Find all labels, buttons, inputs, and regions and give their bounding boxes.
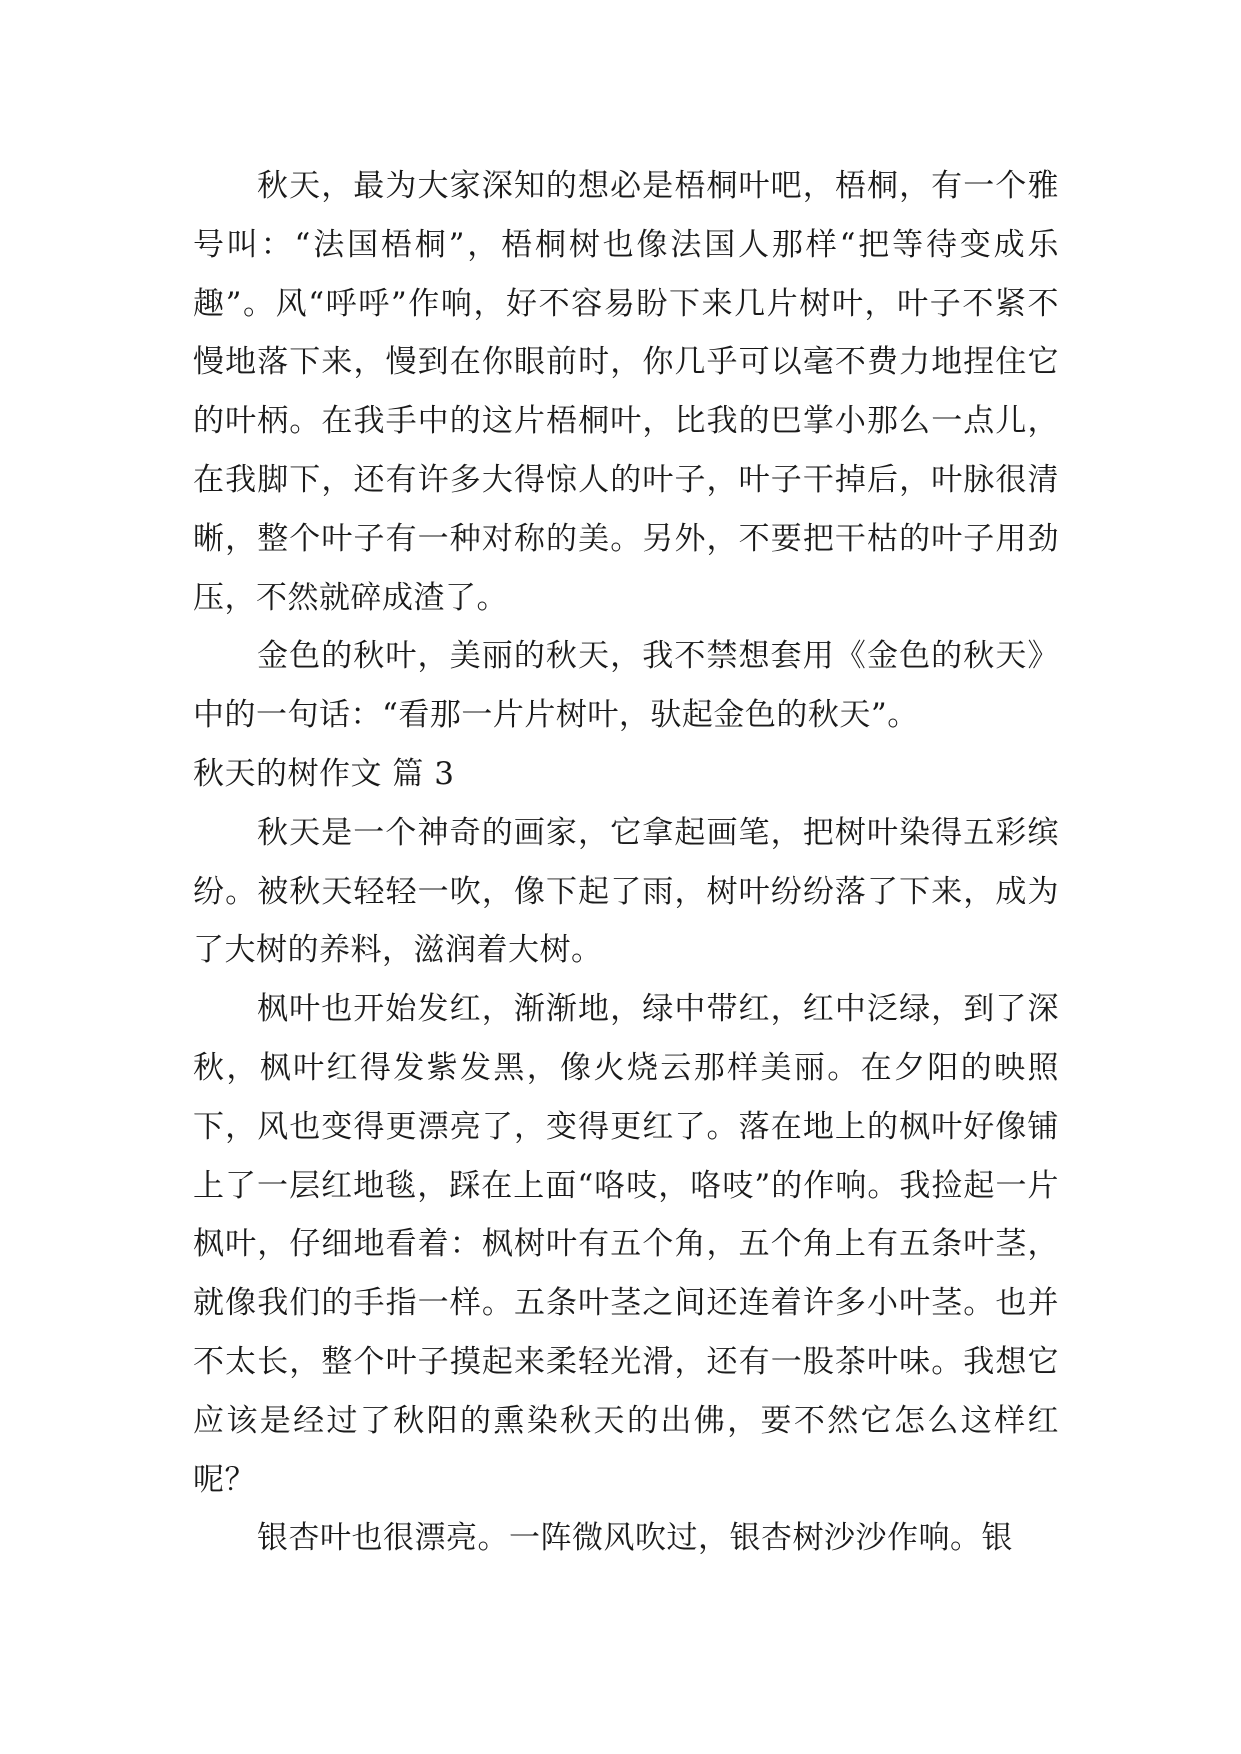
paragraph-ginkgo-leaf: 银杏叶也很漂亮。一阵微风吹过，银杏树沙沙作响。银 (257, 1520, 1013, 1557)
paragraph-maple-leaf: 枫叶也开始发红，渐渐地，绿中带红，红中泛绿，到了深秋，枫叶红得发紫发黑，像火烧云那样美丽。在夕阳的映照下，风也变得更漂亮了，变得更红了。落在地上的枫叶好像铺上了一层红地毯，踩在上面“咯吱，咯吱”的作响。我捡起一片枫叶，仔细地看着：枫树叶有五个角，五个角上有五条叶茎，就像我们的手指一样。五条叶茎之间还连着许多小叶茎。也并不太长，整个叶子摸起来柔轻光滑，还有一股茶叶味。我想它应该是经过了秋阳的熏染秋天的出佛，要不然它怎么这样红呢？ (193, 991, 1059, 1498)
document-page (193, 157, 1059, 1568)
paragraph-golden-autumn: 金色的秋叶，美丽的秋天，我不禁想套用《金色的秋天》中的一句话：“看那一片片树叶，驮起金色的秋天”。 (193, 638, 1059, 734)
paragraph-wutong-leaf: 秋天，最为大家深知的想必是梧桐叶吧，梧桐，有一个雅号叫：“法国梧桐”，梧桐树也像法国人那样“把等待变成乐趣”。风“呼呼”作响，好不容易盼下来几片树叶，叶子不紧不慢地落下来，慢到在你眼前时，你几乎可以毫不费力地捏住它的叶柄。在我手中的这片梧桐叶，比我的巴掌小那么一点儿，在我脚下，还有许多大得惊人的叶子，叶子干掉后，叶脉很清晰，整个叶子有一种对称的美。另外，不要把干枯的叶子用劲压，不然就碎成渣了。 (193, 168, 1059, 616)
section-heading: 秋天的树作文 篇 3 (193, 755, 455, 792)
paragraph-autumn-painter: 秋天是一个神奇的画家，它拿起画笔，把树叶染得五彩缤纷。被秋天轻轻一吹，像下起了雨，树叶纷纷落了下来，成为了大树的养料，滋润着大树。 (193, 814, 1059, 969)
